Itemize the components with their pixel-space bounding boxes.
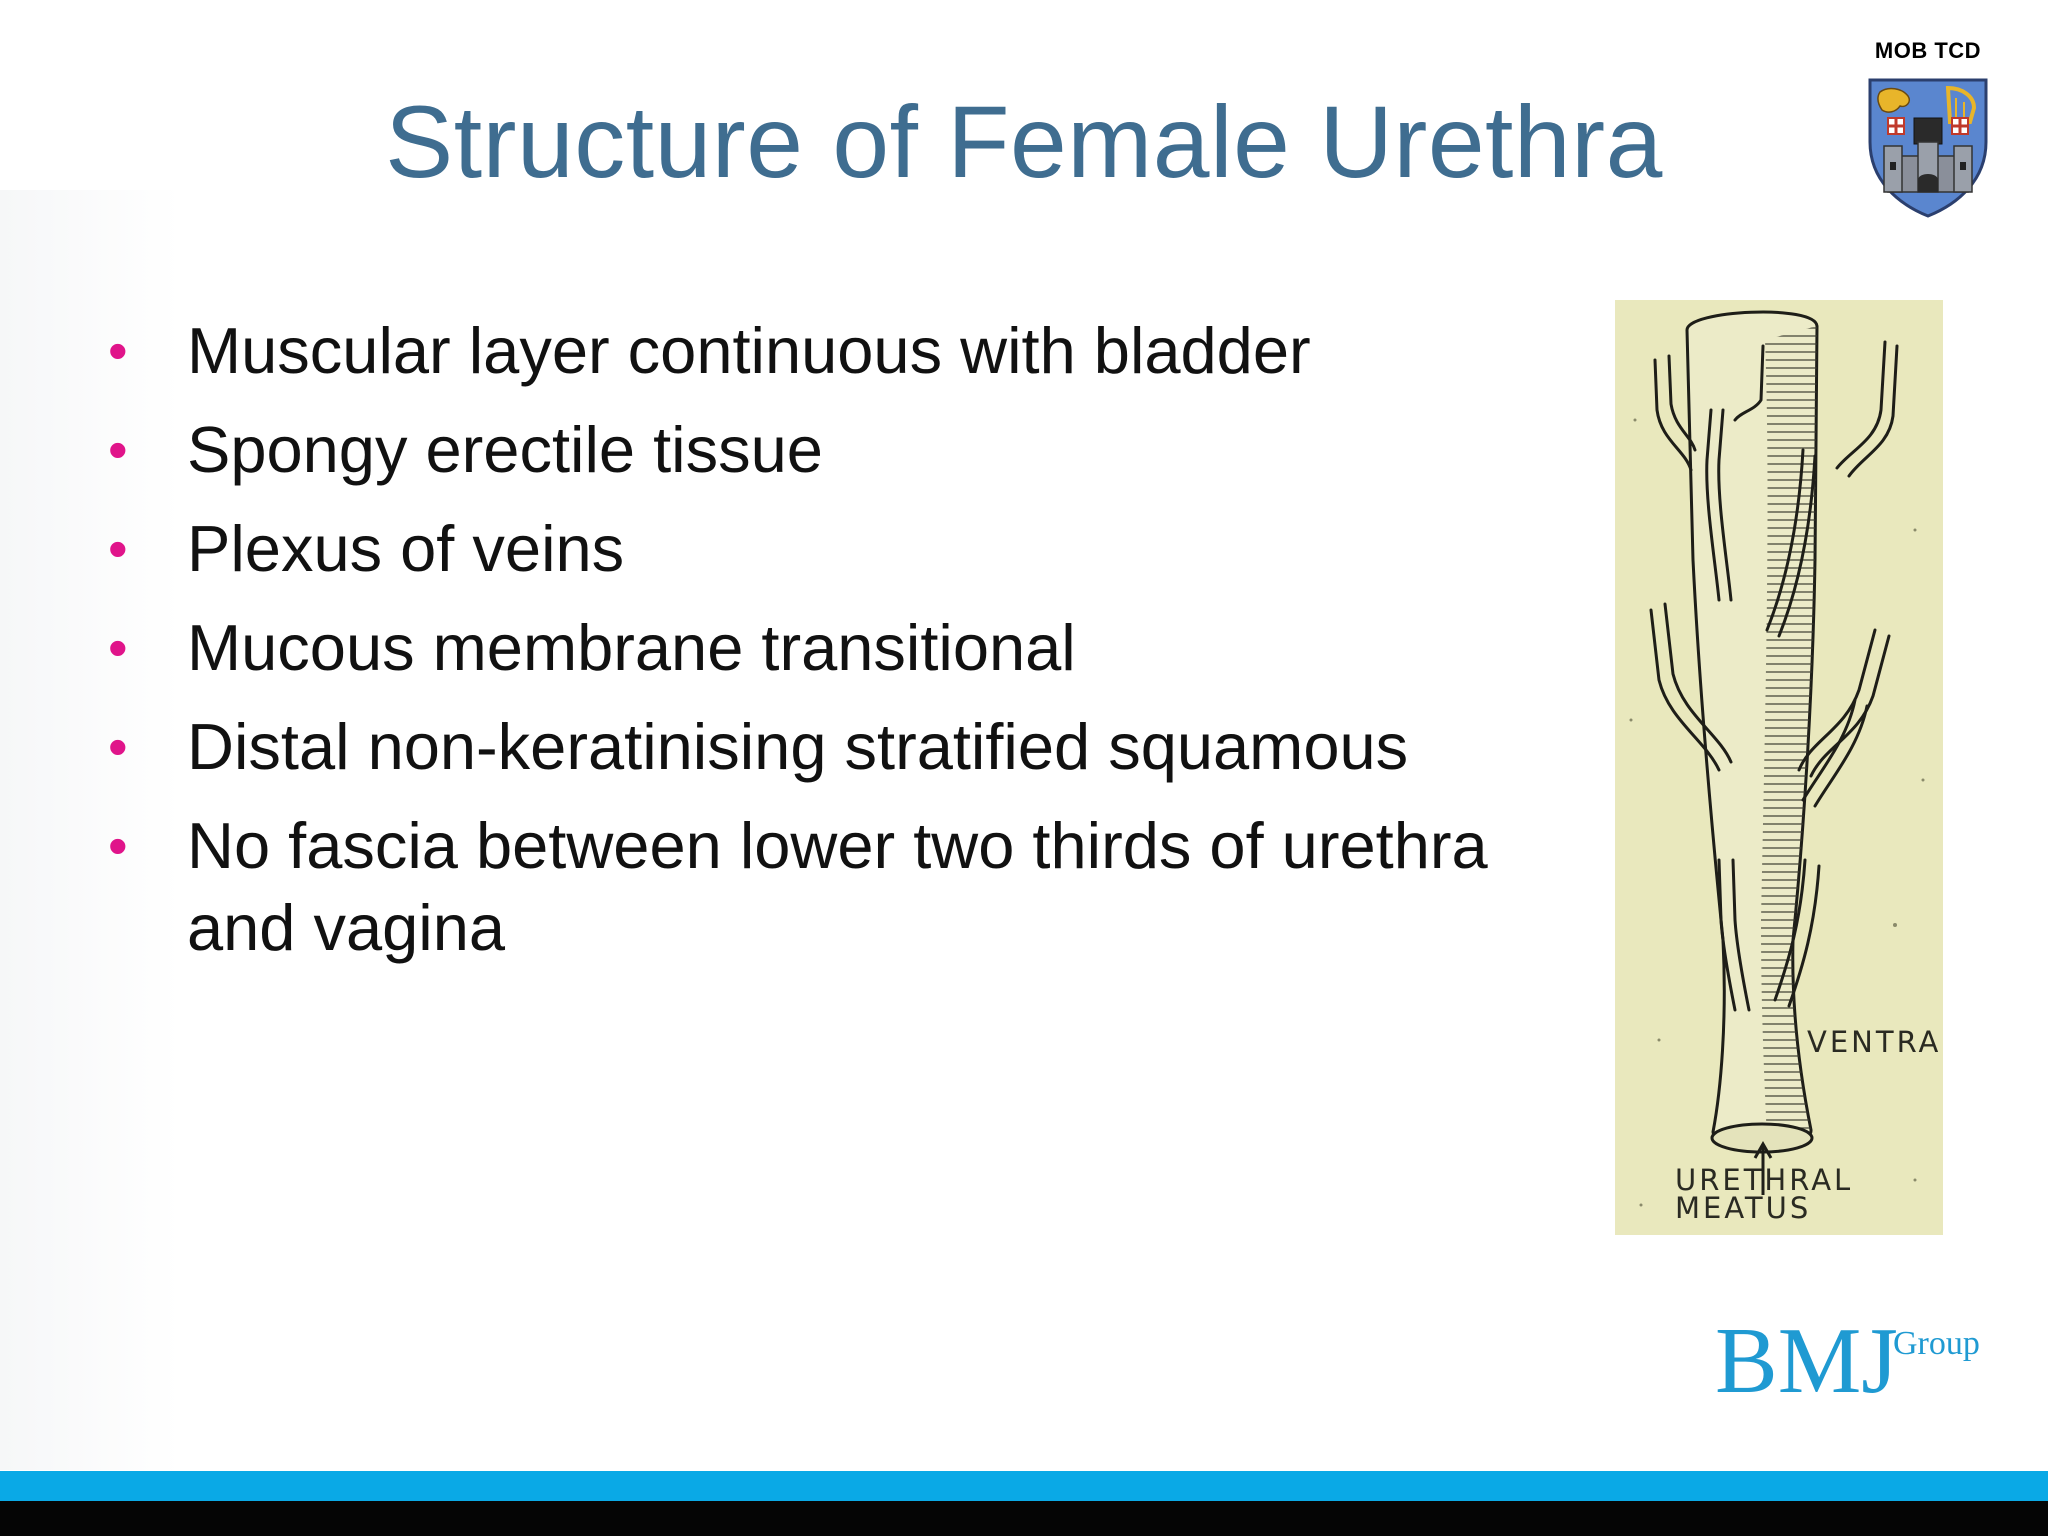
bullet-text: Distal non-keratinising stratified squamous [187, 710, 1409, 783]
college-crest-icon [1866, 76, 1990, 218]
urethra-drawing [1615, 300, 1943, 1235]
bullet-text: Muscular layer continuous with bladder [187, 314, 1311, 387]
ventral-label: VENTRA [1807, 1025, 1942, 1059]
meatus-label-line-1: URETHRAL [1675, 1163, 1854, 1197]
bullet-marker: • [108, 319, 128, 382]
footer-black-bar [0, 1501, 2048, 1536]
bullet-text: No fascia between lower two thirds of urethra and vagina [187, 809, 1488, 964]
list-item [108, 409, 1588, 491]
bullet-text: Mucous membrane transitional [187, 611, 1076, 684]
list-item [108, 508, 1588, 590]
list-item [108, 706, 1588, 788]
bullet-marker: • [108, 616, 128, 679]
list-item [108, 607, 1588, 689]
bullet-marker: • [108, 814, 128, 877]
slide-title: Structure of Female Urethra [385, 85, 1663, 199]
bullet-text: Plexus of veins [187, 512, 625, 585]
footer-blue-bar [0, 1471, 2048, 1501]
bullet-list [108, 310, 1588, 986]
bullet-marker: • [108, 418, 128, 481]
list-item [108, 310, 1588, 392]
meatus-label-line-2: MEATUS [1675, 1191, 1812, 1225]
bmj-group-logo [1715, 1306, 2015, 1416]
bullet-marker: • [108, 715, 128, 778]
list-item [108, 805, 1588, 969]
urethra-illustration [1615, 300, 1943, 1235]
bullet-text: Spongy erectile tissue [187, 413, 823, 486]
bmj-logo-text: BMJ [1715, 1309, 1898, 1413]
bullet-marker: • [108, 517, 128, 580]
bmj-logo-superscript: Group [1893, 1325, 1980, 1362]
corner-label: MOB TCD [1874, 38, 1982, 63]
